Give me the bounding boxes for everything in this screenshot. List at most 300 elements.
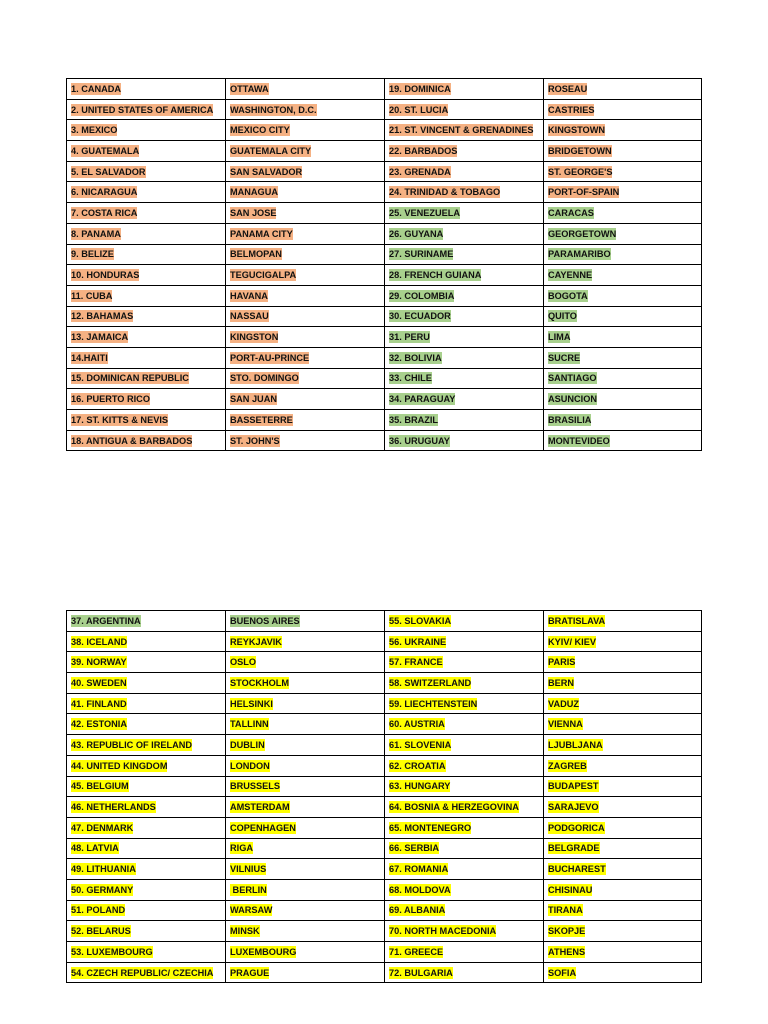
capital-cell bbox=[544, 962, 702, 983]
capital-cell bbox=[544, 817, 702, 838]
highlighted-text: 56. UKRAINE bbox=[389, 636, 447, 647]
country-cell bbox=[67, 99, 226, 120]
table-row bbox=[67, 368, 702, 389]
table-row bbox=[67, 141, 702, 162]
country-cell bbox=[385, 652, 544, 673]
highlighted-text: 38. ICELAND bbox=[71, 636, 128, 647]
capital-cell bbox=[226, 161, 385, 182]
country-cell bbox=[67, 611, 226, 632]
capital-cell bbox=[226, 962, 385, 983]
highlighted-text: 50. GERMANY bbox=[71, 884, 134, 895]
highlighted-text: 5. EL SALVADOR bbox=[71, 166, 146, 177]
highlighted-text: 67. ROMANIA bbox=[389, 864, 449, 875]
highlighted-text: 21. ST. VINCENT & GRENADINES bbox=[389, 125, 534, 136]
highlighted-text: OSLO bbox=[230, 657, 257, 668]
country-cell bbox=[385, 879, 544, 900]
highlighted-text: 13. JAMAICA bbox=[71, 332, 129, 343]
highlighted-text: 62. CROATIA bbox=[389, 760, 446, 771]
country-cell bbox=[385, 327, 544, 348]
capital-cell bbox=[226, 244, 385, 265]
capital-cell bbox=[544, 306, 702, 327]
capital-cell bbox=[544, 430, 702, 451]
capital-cell bbox=[226, 652, 385, 673]
highlighted-text: DUBLIN bbox=[230, 739, 265, 750]
country-cell bbox=[67, 182, 226, 203]
highlighted-text: SKOPJE bbox=[548, 926, 586, 937]
highlighted-text: REYKJAVIK bbox=[230, 636, 282, 647]
table-row bbox=[67, 327, 702, 348]
highlighted-text: 42. ESTONIA bbox=[71, 719, 127, 730]
highlighted-text: 7. COSTA RICA bbox=[71, 207, 138, 218]
highlighted-text: KINGSTOWN bbox=[548, 125, 605, 136]
highlighted-text: 29. COLOMBIA bbox=[389, 290, 455, 301]
capital-cell bbox=[226, 203, 385, 224]
table-row bbox=[67, 631, 702, 652]
table-body bbox=[67, 611, 702, 983]
capital-cell bbox=[226, 285, 385, 306]
capital-cell bbox=[226, 859, 385, 880]
country-cell bbox=[385, 962, 544, 983]
highlighted-text: SANTIAGO bbox=[548, 373, 597, 384]
table-row bbox=[67, 306, 702, 327]
highlighted-text: ASUNCION bbox=[548, 394, 598, 405]
table-row bbox=[67, 921, 702, 942]
highlighted-text: 51. POLAND bbox=[71, 905, 126, 916]
capital-cell bbox=[544, 693, 702, 714]
highlighted-text: QUITO bbox=[548, 311, 577, 322]
table-row bbox=[67, 611, 702, 632]
country-cell bbox=[385, 244, 544, 265]
capital-cell bbox=[544, 652, 702, 673]
highlighted-text: ROSEAU bbox=[548, 83, 588, 94]
capital-cell bbox=[226, 430, 385, 451]
capital-cell bbox=[544, 120, 702, 141]
highlighted-text: 60. AUSTRIA bbox=[389, 719, 445, 730]
country-cell bbox=[67, 817, 226, 838]
highlighted-text: LONDON bbox=[230, 760, 270, 771]
country-cell bbox=[385, 838, 544, 859]
country-cell bbox=[67, 389, 226, 410]
highlighted-text: 41. FINLAND bbox=[71, 698, 127, 709]
country-cell bbox=[67, 265, 226, 286]
capital-cell bbox=[226, 410, 385, 431]
highlighted-text: BUENOS AIRES bbox=[230, 615, 300, 626]
country-cell bbox=[385, 410, 544, 431]
country-cell bbox=[67, 797, 226, 818]
country-cell bbox=[67, 203, 226, 224]
capital-cell bbox=[544, 182, 702, 203]
table-row bbox=[67, 776, 702, 797]
highlighted-text: 49. LITHUANIA bbox=[71, 864, 136, 875]
capital-cell bbox=[226, 631, 385, 652]
highlighted-text: PORT-OF-SPAIN bbox=[548, 187, 620, 198]
country-cell bbox=[385, 776, 544, 797]
table-row bbox=[67, 962, 702, 983]
highlighted-text: 47. DENMARK bbox=[71, 822, 134, 833]
highlighted-text: WARSAW bbox=[230, 905, 273, 916]
country-cell bbox=[67, 161, 226, 182]
highlighted-text: 64. BOSNIA & HERZEGOVINA bbox=[389, 802, 519, 813]
capital-cell bbox=[544, 141, 702, 162]
country-cell bbox=[67, 285, 226, 306]
countries-capitals-table-americas bbox=[66, 78, 702, 451]
capital-cell bbox=[544, 347, 702, 368]
table-row bbox=[67, 182, 702, 203]
country-cell bbox=[385, 611, 544, 632]
table-row bbox=[67, 79, 702, 100]
highlighted-text: PODGORICA bbox=[548, 822, 605, 833]
table-row bbox=[67, 99, 702, 120]
highlighted-text: GUATEMALA CITY bbox=[230, 145, 312, 156]
capital-cell bbox=[544, 389, 702, 410]
country-cell bbox=[385, 921, 544, 942]
highlighted-text: SARAJEVO bbox=[548, 802, 599, 813]
highlighted-text: MINSK bbox=[230, 926, 260, 937]
highlighted-text: MEXICO CITY bbox=[230, 125, 290, 136]
country-cell bbox=[67, 962, 226, 983]
country-cell bbox=[67, 942, 226, 963]
highlighted-text: 31. PERU bbox=[389, 332, 430, 343]
table-row bbox=[67, 120, 702, 141]
highlighted-text: MONTEVIDEO bbox=[548, 435, 610, 446]
highlighted-text: BUCHAREST bbox=[548, 864, 606, 875]
highlighted-text: AMSTERDAM bbox=[230, 802, 290, 813]
highlighted-text: 6. NICARAGUA bbox=[71, 187, 138, 198]
country-cell bbox=[67, 714, 226, 735]
highlighted-text: BRUSSELS bbox=[230, 781, 281, 792]
highlighted-text: 44. UNITED KINGDOM bbox=[71, 760, 168, 771]
capital-cell bbox=[544, 879, 702, 900]
country-cell bbox=[67, 776, 226, 797]
capital-cell bbox=[544, 223, 702, 244]
highlighted-text: HELSINKI bbox=[230, 698, 273, 709]
highlighted-text: RIGA bbox=[230, 843, 253, 854]
highlighted-text: ST. GEORGE'S bbox=[548, 166, 613, 177]
highlighted-text: 11. CUBA bbox=[71, 290, 113, 301]
capital-cell bbox=[226, 900, 385, 921]
highlighted-text: 48. LATVIA bbox=[71, 843, 119, 854]
highlighted-text: NASSAU bbox=[230, 311, 269, 322]
highlighted-text: 72. BULGARIA bbox=[389, 967, 453, 978]
country-cell bbox=[385, 817, 544, 838]
highlighted-text: 17. ST. KITTS & NEVIS bbox=[71, 414, 169, 425]
capital-cell bbox=[544, 900, 702, 921]
highlighted-text: MANAGUA bbox=[230, 187, 278, 198]
capital-cell bbox=[544, 611, 702, 632]
capital-cell bbox=[544, 631, 702, 652]
country-cell bbox=[385, 141, 544, 162]
country-cell bbox=[385, 430, 544, 451]
country-cell bbox=[67, 755, 226, 776]
highlighted-text: TIRANA bbox=[548, 905, 583, 916]
country-cell bbox=[385, 735, 544, 756]
highlighted-text: 68. MOLDOVA bbox=[389, 884, 451, 895]
table-row bbox=[67, 755, 702, 776]
capital-cell bbox=[544, 859, 702, 880]
highlighted-text: 20. ST. LUCIA bbox=[389, 104, 449, 115]
highlighted-text: TEGUCIGALPA bbox=[230, 270, 297, 281]
highlighted-text: SAN JOSE bbox=[230, 207, 277, 218]
country-cell bbox=[385, 859, 544, 880]
highlighted-text: KINGSTON bbox=[230, 332, 279, 343]
country-cell bbox=[67, 693, 226, 714]
country-cell bbox=[67, 79, 226, 100]
capital-cell bbox=[226, 265, 385, 286]
highlighted-text: 37. ARGENTINA bbox=[71, 615, 141, 626]
capital-cell bbox=[226, 327, 385, 348]
country-cell bbox=[67, 327, 226, 348]
highlighted-text: 27. SURINAME bbox=[389, 249, 454, 260]
highlighted-text: CAYENNE bbox=[548, 270, 593, 281]
capital-cell bbox=[544, 714, 702, 735]
highlighted-text: CHISINAU bbox=[548, 884, 593, 895]
capital-cell bbox=[226, 120, 385, 141]
country-cell bbox=[67, 859, 226, 880]
country-cell bbox=[67, 368, 226, 389]
highlighted-text: 59. LIECHTENSTEIN bbox=[389, 698, 478, 709]
country-cell bbox=[385, 285, 544, 306]
capital-cell bbox=[544, 244, 702, 265]
highlighted-text: 22. BARBADOS bbox=[389, 145, 458, 156]
highlighted-text: 55. SLOVAKIA bbox=[389, 615, 452, 626]
country-cell bbox=[385, 347, 544, 368]
highlighted-text: 36. URUGUAY bbox=[389, 435, 450, 446]
highlighted-text: 54. CZECH REPUBLIC/ CZECHIA bbox=[71, 967, 214, 978]
highlighted-text: WASHINGTON, D.C. bbox=[230, 104, 317, 115]
highlighted-text: 70. NORTH MACEDONIA bbox=[389, 926, 497, 937]
country-cell bbox=[385, 182, 544, 203]
capital-cell bbox=[544, 99, 702, 120]
country-cell bbox=[385, 306, 544, 327]
table-row bbox=[67, 735, 702, 756]
capital-cell bbox=[226, 223, 385, 244]
capital-cell bbox=[544, 735, 702, 756]
country-cell bbox=[385, 223, 544, 244]
table-body bbox=[67, 79, 702, 451]
table-row bbox=[67, 265, 702, 286]
capital-cell bbox=[226, 879, 385, 900]
capital-cell bbox=[226, 368, 385, 389]
highlighted-text: BRASILIA bbox=[548, 414, 592, 425]
highlighted-text: BRIDGETOWN bbox=[548, 145, 612, 156]
country-cell bbox=[67, 900, 226, 921]
capital-cell bbox=[544, 79, 702, 100]
capital-cell bbox=[544, 673, 702, 694]
country-cell bbox=[67, 306, 226, 327]
capital-cell bbox=[226, 714, 385, 735]
country-cell bbox=[385, 368, 544, 389]
highlighted-text: HAVANA bbox=[230, 290, 268, 301]
capital-cell bbox=[544, 921, 702, 942]
country-cell bbox=[385, 265, 544, 286]
highlighted-text: 63. HUNGARY bbox=[389, 781, 451, 792]
country-cell bbox=[67, 652, 226, 673]
highlighted-text: VADUZ bbox=[548, 698, 579, 709]
highlighted-text: BERN bbox=[548, 677, 575, 688]
capital-cell bbox=[226, 347, 385, 368]
highlighted-text: 40. SWEDEN bbox=[71, 677, 127, 688]
capital-cell bbox=[226, 611, 385, 632]
country-cell bbox=[67, 120, 226, 141]
capital-cell bbox=[226, 693, 385, 714]
country-cell bbox=[385, 99, 544, 120]
highlighted-text: 12. BAHAMAS bbox=[71, 311, 134, 322]
highlighted-text: STOCKHOLM bbox=[230, 677, 290, 688]
table-row bbox=[67, 879, 702, 900]
country-cell bbox=[385, 631, 544, 652]
capital-cell bbox=[226, 182, 385, 203]
table-row bbox=[67, 797, 702, 818]
capital-cell bbox=[226, 141, 385, 162]
capital-cell bbox=[544, 838, 702, 859]
capital-cell bbox=[226, 921, 385, 942]
capital-cell bbox=[544, 755, 702, 776]
table-row bbox=[67, 859, 702, 880]
highlighted-text: 53. LUXEMBOURG bbox=[71, 946, 153, 957]
table-row bbox=[67, 203, 702, 224]
highlighted-text: 2. UNITED STATES OF AMERICA bbox=[71, 104, 214, 115]
highlighted-text: BASSETERRE bbox=[230, 414, 293, 425]
country-cell bbox=[385, 79, 544, 100]
highlighted-text: 52. BELARUS bbox=[71, 926, 131, 937]
country-cell bbox=[385, 942, 544, 963]
highlighted-text: KYIV/ KIEV bbox=[548, 636, 596, 647]
highlighted-text: 15. DOMINICAN REPUBLIC bbox=[71, 373, 189, 384]
capital-cell bbox=[226, 776, 385, 797]
capital-cell bbox=[544, 265, 702, 286]
country-cell bbox=[385, 714, 544, 735]
countries-capitals-table-europe bbox=[66, 610, 702, 983]
highlighted-text: PANAMA CITY bbox=[230, 228, 293, 239]
country-cell bbox=[385, 161, 544, 182]
highlighted-text: 66. SERBIA bbox=[389, 843, 440, 854]
capital-cell bbox=[544, 368, 702, 389]
highlighted-text: PRAGUE bbox=[230, 967, 270, 978]
country-cell bbox=[67, 879, 226, 900]
highlighted-text: BOGOTA bbox=[548, 290, 588, 301]
highlighted-text: 65. MONTENEGRO bbox=[389, 822, 472, 833]
capital-cell bbox=[226, 838, 385, 859]
capital-cell bbox=[544, 203, 702, 224]
highlighted-text: 43. REPUBLIC OF IRELAND bbox=[71, 739, 192, 750]
highlighted-text: CASTRIES bbox=[548, 104, 595, 115]
highlighted-text: BUDAPEST bbox=[548, 781, 599, 792]
country-cell bbox=[385, 673, 544, 694]
highlighted-text: 71. GREECE bbox=[389, 946, 444, 957]
highlighted-text: LIMA bbox=[548, 332, 571, 343]
capital-cell bbox=[544, 161, 702, 182]
highlighted-text: PARAMARIBO bbox=[548, 249, 611, 260]
highlighted-text: 8. PANAMA bbox=[71, 228, 121, 239]
capital-cell bbox=[226, 735, 385, 756]
highlighted-text: 19. DOMINICA bbox=[389, 83, 451, 94]
highlighted-text: 33. CHILE bbox=[389, 373, 432, 384]
table-row bbox=[67, 244, 702, 265]
highlighted-text: 23. GRENADA bbox=[389, 166, 451, 177]
highlighted-text: COPENHAGEN bbox=[230, 822, 296, 833]
highlighted-text: 26. GUYANA bbox=[389, 228, 444, 239]
capital-cell bbox=[544, 285, 702, 306]
table-row bbox=[67, 673, 702, 694]
country-cell bbox=[385, 120, 544, 141]
highlighted-text: 46. NETHERLANDS bbox=[71, 802, 156, 813]
table-row bbox=[67, 285, 702, 306]
country-cell bbox=[385, 900, 544, 921]
capital-cell bbox=[226, 755, 385, 776]
capital-cell bbox=[226, 817, 385, 838]
highlighted-text: VILNIUS bbox=[230, 864, 267, 875]
country-cell bbox=[385, 693, 544, 714]
highlighted-text: 24. TRINIDAD & TOBAGO bbox=[389, 187, 501, 198]
capital-cell bbox=[544, 797, 702, 818]
highlighted-text: 4. GUATEMALA bbox=[71, 145, 140, 156]
capital-cell bbox=[544, 776, 702, 797]
country-cell bbox=[385, 797, 544, 818]
highlighted-text: SOFIA bbox=[548, 967, 577, 978]
highlighted-text: GEORGETOWN bbox=[548, 228, 617, 239]
highlighted-text: 34. PARAGUAY bbox=[389, 394, 456, 405]
highlighted-text: ST. JOHN'S bbox=[230, 435, 280, 446]
highlighted-text: LUXEMBOURG bbox=[230, 946, 297, 957]
highlighted-text: 35. BRAZIL bbox=[389, 414, 439, 425]
country-cell bbox=[67, 631, 226, 652]
highlighted-text: 28. FRENCH GUIANA bbox=[389, 270, 482, 281]
highlighted-text: CARACAS bbox=[548, 207, 594, 218]
highlighted-text: 61. SLOVENIA bbox=[389, 739, 452, 750]
capital-cell bbox=[544, 942, 702, 963]
highlighted-text: 16. PUERTO RICO bbox=[71, 394, 150, 405]
table-row bbox=[67, 389, 702, 410]
highlighted-text: 39. NORWAY bbox=[71, 657, 127, 668]
highlighted-text: BELGRADE bbox=[548, 843, 600, 854]
highlighted-text: VIENNA bbox=[548, 719, 583, 730]
highlighted-text: 45. BELGIUM bbox=[71, 781, 129, 792]
highlighted-text: SAN JUAN bbox=[230, 394, 277, 405]
country-cell bbox=[67, 838, 226, 859]
country-cell bbox=[67, 347, 226, 368]
highlighted-text: SUCRE bbox=[548, 352, 581, 363]
highlighted-text: OTTAWA bbox=[230, 83, 269, 94]
table-row bbox=[67, 652, 702, 673]
country-cell bbox=[67, 141, 226, 162]
capital-cell bbox=[226, 797, 385, 818]
country-cell bbox=[67, 244, 226, 265]
highlighted-text: BRATISLAVA bbox=[548, 615, 606, 626]
country-cell bbox=[67, 735, 226, 756]
highlighted-text: 18. ANTIGUA & BARBADOS bbox=[71, 435, 193, 446]
highlighted-text: 1. CANADA bbox=[71, 83, 122, 94]
capital-cell bbox=[226, 942, 385, 963]
table-row bbox=[67, 900, 702, 921]
table-row bbox=[67, 942, 702, 963]
highlighted-text: 69. ALBANIA bbox=[389, 905, 446, 916]
highlighted-text: ZAGREB bbox=[548, 760, 587, 771]
country-cell bbox=[385, 389, 544, 410]
country-cell bbox=[385, 203, 544, 224]
highlighted-text: 3. MEXICO bbox=[71, 125, 118, 136]
highlighted-text: 58. SWITZERLAND bbox=[389, 677, 472, 688]
highlighted-text: 14.HAITI bbox=[71, 352, 108, 363]
highlighted-text: 10. HONDURAS bbox=[71, 270, 140, 281]
highlighted-text: ATHENS bbox=[548, 946, 586, 957]
table-row bbox=[67, 817, 702, 838]
capital-cell bbox=[226, 389, 385, 410]
highlighted-text: PARIS bbox=[548, 657, 576, 668]
capital-cell bbox=[544, 410, 702, 431]
highlighted-text: LJUBLJANA bbox=[548, 739, 603, 750]
country-cell bbox=[67, 673, 226, 694]
table-row bbox=[67, 223, 702, 244]
